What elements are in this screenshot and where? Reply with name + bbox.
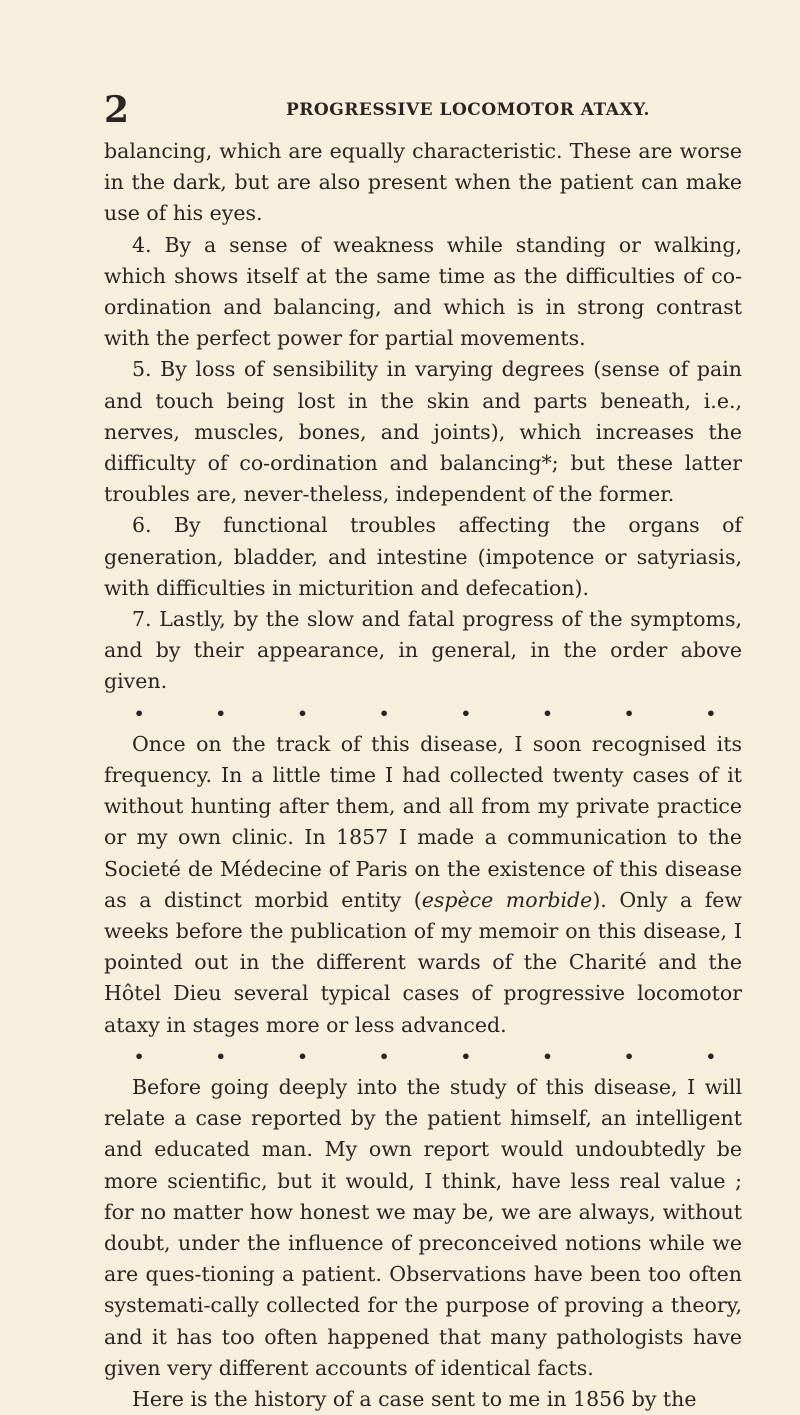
ellipsis-dot: • (624, 1046, 635, 1066)
paragraph-recognition (104, 729, 742, 1041)
paragraph-symptom-7: 7. Lastly, by the slow and fatal progress of the symptoms, and by their appearance, in general, in the order above given. (104, 607, 742, 694)
paragraph-symptom-6: 6. By functional troubles affecting the organs of generation, bladder, and intestine (impotence or satyriasis, with difficulties in micturition and defecation). (104, 513, 742, 600)
body-text (104, 136, 742, 1415)
ellipsis-dot: • (297, 1046, 308, 1066)
paragraph-symptom-5: 5. By loss of sensibility in varying degrees (sense of pain and touch being lost in the skin and parts beneath, i.e., nerves, muscles, bones, and joints), which increases the difficulty of co-ordination and balancing*; but these latter troubles are, never-theless, independent of the former. (104, 357, 742, 507)
ellipsis-dot: • (134, 1046, 145, 1066)
italic-term: espèce morbide (421, 887, 593, 912)
ellipsis-dot: • (460, 1046, 471, 1066)
ellipsis-dot: • (705, 703, 716, 723)
ellipsis-dot: • (134, 703, 145, 723)
ellipsis-dot: • (542, 1046, 553, 1066)
ellipsis-dot: • (705, 1046, 716, 1066)
paragraph-text: Once on the track of this disease, I soon recognised its frequency. In a little time I had collected twenty cases of it without hunting after them, and all from my private practice or my own clinic. In 1857 I made a communication to the Societé de Médecine of Paris on the existence of this disease as a distinct morbid entity ( (104, 731, 742, 912)
ellipsis-dot: • (379, 703, 390, 723)
page-number: 2 (104, 89, 130, 131)
ellipsis-separator (104, 1041, 742, 1072)
paragraph-case-intro: Before going deeply into the study of this disease, I will relate a case reported by the patient himself, an intelligent and educated man. My own report would undoubtedly be more scientific, but it would, I think, have less real value ; for no matter how honest we may be, we are always, without doubt, under the influence of preconceived notions while we are ques-tioning a patient. Observations have been too often systemati-cally collected for the purpose of proving a theory, and it has too often happened that many pathologists have given very different accounts of identical facts. (104, 1075, 742, 1380)
paragraph-case-history: Here is the history of a case sent to me in 1856 by the (132, 1387, 697, 1412)
paragraph-text: ). Only a few weeks before the publication of my memoir on this disease, I pointed out in the different wards of the Charité and the Hôtel Dieu several typical cases of progressive locomotor ataxy in stages more or less advanced. (104, 887, 742, 1037)
ellipsis-dot: • (542, 703, 553, 723)
ellipsis-dot: • (379, 1046, 390, 1066)
paragraph-continued: balancing, which are equally characteristic. These are worse in the dark, but are also present when the patient can make use of his eyes. (104, 139, 742, 226)
page-header (104, 90, 740, 130)
ellipsis-dot: • (297, 703, 308, 723)
paragraph-symptom-4: 4. By a sense of weakness while standing or walking, which shows itself at the same time as the difficulties of co-ordination and balancing, and which is in strong contrast with the perfect power for partial movements. (104, 232, 742, 351)
ellipsis-dot: • (624, 703, 635, 723)
running-title: PROGRESSIVE LOCOMOTOR ATAXY. (286, 100, 650, 120)
ellipsis-dot: • (215, 1046, 226, 1066)
ellipsis-separator (104, 698, 742, 729)
ellipsis-dot: • (215, 703, 226, 723)
ellipsis-dot: • (460, 703, 471, 723)
